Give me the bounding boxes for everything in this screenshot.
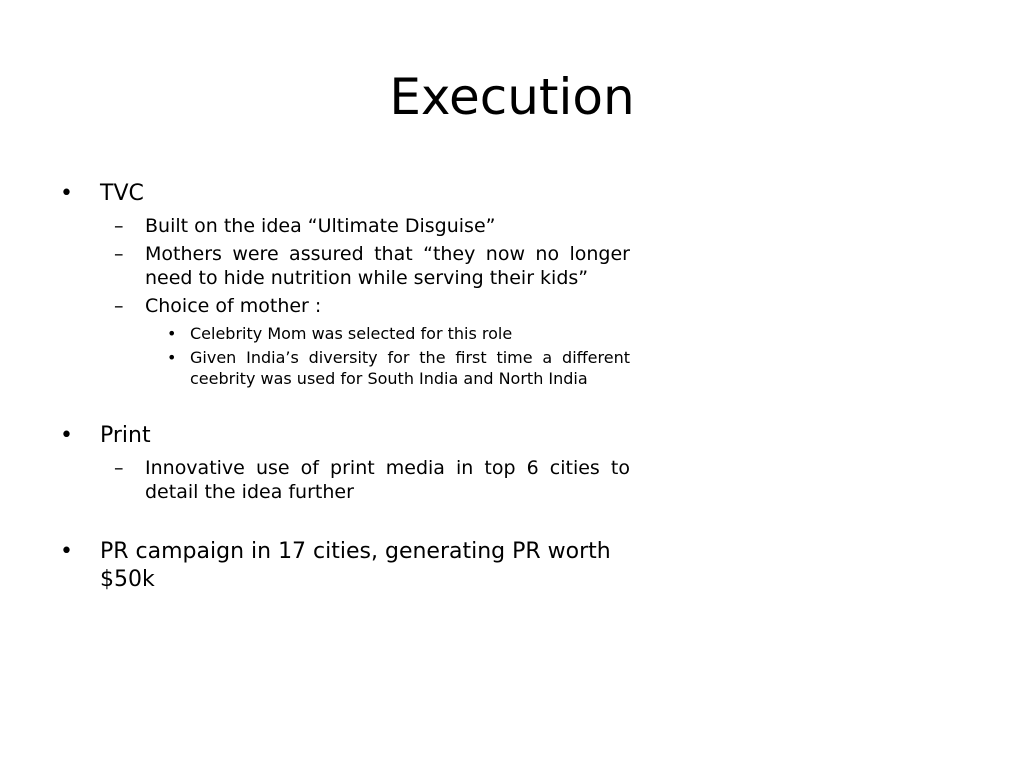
bullet-item-pr-campaign (57, 538, 630, 594)
dash-marker: – (114, 243, 124, 265)
dash-marker: – (114, 457, 124, 479)
sub-item-ultimate-disguise (57, 214, 630, 238)
bullet-marker: • (167, 324, 177, 343)
bullet-marker: • (60, 423, 73, 448)
bullet-marker: • (60, 181, 73, 206)
bullet-text: Print (100, 423, 151, 448)
bullet-item-tvc (57, 180, 630, 208)
dash-marker: – (114, 215, 124, 237)
bullet-marker: • (60, 539, 73, 564)
sub-sub-item-celebrity-mom (57, 323, 630, 344)
sub-sub-item-text: Celebrity Mom was selected for this role (190, 324, 513, 343)
bullet-marker: • (167, 348, 177, 367)
bullet-item-print (57, 422, 630, 450)
sub-item-text: Built on the idea “Ultimate Disguise” (145, 215, 496, 237)
sub-item-choice-of-mother (57, 294, 630, 318)
sub-item-text: Innovative use of print media in top 6 cities to detail the idea further (145, 457, 630, 503)
sub-item-text: Mothers were assured that “they now no longer need to hide nutrition while serving their kids” (145, 243, 630, 289)
sub-item-print-media (57, 456, 630, 504)
bullet-text: PR campaign in 17 cities, generating PR worth $50k (100, 539, 611, 592)
slide-title: Execution (389, 68, 635, 126)
sub-sub-item-india-diversity (57, 347, 630, 389)
bullet-text: TVC (100, 181, 144, 206)
slide-content (57, 180, 630, 594)
sub-sub-item-text: Given India’s diversity for the first time a different ceebrity was used for South India and North India (190, 348, 630, 388)
sub-item-mothers-assured (57, 242, 630, 290)
dash-marker: – (114, 295, 124, 317)
sub-item-text: Choice of mother : (145, 295, 322, 317)
